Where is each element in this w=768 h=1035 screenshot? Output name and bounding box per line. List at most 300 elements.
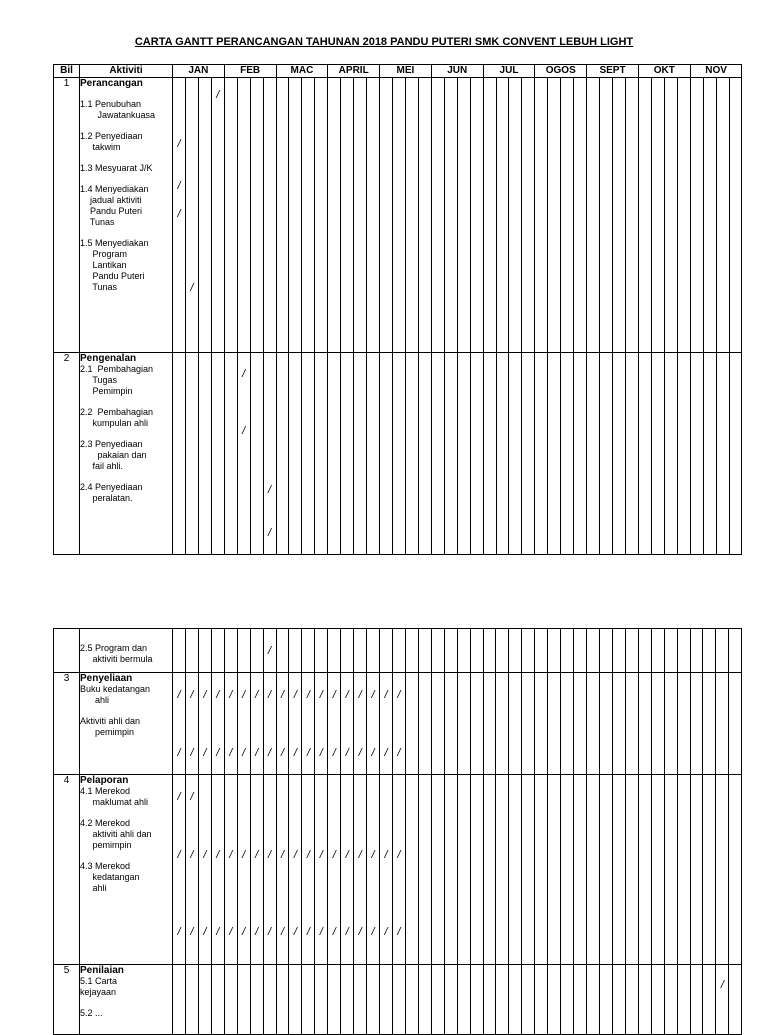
header-bil: Bil	[54, 65, 80, 78]
week-cell	[224, 353, 237, 555]
week-cell	[315, 353, 328, 555]
schedule-mark: /	[358, 689, 362, 701]
week-cell	[341, 78, 354, 353]
week-cell	[354, 353, 367, 555]
schedule-mark: /	[280, 926, 284, 938]
week-cell	[612, 629, 625, 673]
schedule-mark: /	[242, 747, 246, 759]
schedule-mark: /	[268, 689, 272, 701]
schedule-mark: /	[190, 849, 194, 861]
week-cell	[263, 965, 276, 1035]
week-cell	[457, 629, 470, 673]
week-cell	[535, 775, 548, 965]
week-cell	[173, 775, 186, 965]
week-cell	[289, 353, 302, 555]
week-cell	[431, 965, 444, 1035]
week-cell	[548, 629, 561, 673]
week-cell	[418, 965, 431, 1035]
week-cell	[599, 965, 612, 1035]
week-cell	[185, 353, 198, 555]
week-cell	[729, 353, 742, 555]
table-row	[54, 673, 742, 775]
week-cell	[341, 673, 354, 775]
week-cell	[289, 673, 302, 775]
week-cell	[315, 629, 328, 673]
week-cell	[198, 629, 211, 673]
week-cell	[522, 775, 535, 965]
week-cell	[587, 353, 600, 555]
week-cell	[367, 78, 380, 353]
week-cell	[716, 629, 729, 673]
schedule-mark: /	[242, 849, 246, 861]
schedule-mark: /	[255, 849, 259, 861]
week-cell	[263, 78, 276, 353]
week-cell	[354, 629, 367, 673]
week-cell	[392, 673, 405, 775]
week-cell	[185, 629, 198, 673]
week-cell	[574, 673, 587, 775]
week-cell	[418, 78, 431, 353]
week-cell	[561, 78, 574, 353]
week-cell	[625, 673, 638, 775]
schedule-mark: /	[384, 926, 388, 938]
schedule-mark: /	[268, 926, 272, 938]
week-cell	[173, 673, 186, 775]
schedule-mark: /	[293, 926, 297, 938]
header-month-mac: MAC	[276, 65, 328, 78]
week-cell	[392, 353, 405, 555]
week-cell	[405, 78, 418, 353]
schedule-mark: /	[293, 747, 297, 759]
schedule-mark: /	[371, 926, 375, 938]
schedule-mark: /	[242, 689, 246, 701]
schedule-mark: /	[177, 180, 181, 192]
row-number: 1	[54, 78, 80, 353]
schedule-mark: /	[268, 484, 272, 496]
row-number: 5	[54, 965, 80, 1035]
week-cell	[211, 78, 224, 353]
week-cell	[418, 629, 431, 673]
schedule-mark: /	[216, 747, 220, 759]
week-cell	[690, 965, 703, 1035]
week-cell	[367, 965, 380, 1035]
week-cell	[302, 965, 315, 1035]
section-title: Penyeliaan	[80, 673, 133, 684]
week-cell	[289, 965, 302, 1035]
week-cell	[587, 775, 600, 965]
week-cell	[561, 965, 574, 1035]
week-cell	[690, 629, 703, 673]
schedule-mark: /	[190, 747, 194, 759]
activity-item: 5.2 ...	[80, 1008, 103, 1018]
week-cell	[703, 629, 716, 673]
week-cell	[483, 673, 496, 775]
week-cell	[716, 775, 729, 965]
week-cell	[211, 673, 224, 775]
schedule-mark: /	[280, 747, 284, 759]
week-cell	[405, 629, 418, 673]
week-cell	[224, 629, 237, 673]
week-cell	[392, 78, 405, 353]
schedule-mark: /	[216, 89, 220, 101]
week-cell	[638, 353, 651, 555]
week-cell	[548, 353, 561, 555]
week-cell	[367, 673, 380, 775]
schedule-mark: /	[177, 926, 181, 938]
schedule-mark: /	[190, 282, 194, 294]
week-cell	[664, 353, 677, 555]
week-cell	[483, 78, 496, 353]
week-cell	[354, 78, 367, 353]
week-cell	[599, 775, 612, 965]
header-month-jun: JUN	[431, 65, 483, 78]
week-cell	[380, 775, 393, 965]
schedule-mark: /	[255, 926, 259, 938]
schedule-mark: /	[255, 747, 259, 759]
week-cell	[561, 673, 574, 775]
week-cell	[729, 78, 742, 353]
week-cell	[211, 629, 224, 673]
week-cell	[405, 353, 418, 555]
week-cell	[380, 965, 393, 1035]
schedule-mark: /	[268, 645, 272, 657]
week-cell	[587, 965, 600, 1035]
week-cell	[392, 965, 405, 1035]
schedule-mark: /	[268, 747, 272, 759]
schedule-mark: /	[177, 791, 181, 803]
week-cell	[250, 775, 263, 965]
schedule-mark: /	[190, 926, 194, 938]
week-cell	[509, 78, 522, 353]
week-cell	[625, 965, 638, 1035]
schedule-mark: /	[306, 747, 310, 759]
week-cell	[716, 353, 729, 555]
week-cell	[625, 353, 638, 555]
week-cell	[703, 78, 716, 353]
week-cell	[263, 629, 276, 673]
schedule-mark: /	[203, 689, 207, 701]
week-cell	[496, 673, 509, 775]
week-cell	[367, 775, 380, 965]
week-cell	[613, 78, 626, 353]
week-cell	[457, 775, 470, 965]
week-cell	[612, 673, 625, 775]
schedule-mark: /	[242, 425, 246, 437]
week-cell	[354, 775, 367, 965]
schedule-mark: /	[306, 849, 310, 861]
activity-item: 1.2 Penyediaan takwim	[80, 131, 143, 152]
schedule-mark: /	[319, 747, 323, 759]
week-cell	[211, 965, 224, 1035]
week-cell	[677, 78, 690, 353]
page-title: CARTA GANTT PERANCANGAN TAHUNAN 2018 PANDU PUTERI SMK CONVENT LEBUH LIGHT	[134, 36, 634, 48]
week-cell	[444, 629, 457, 673]
week-cell	[612, 775, 625, 965]
week-cell	[457, 965, 470, 1035]
week-cell	[444, 965, 457, 1035]
week-cell	[470, 775, 483, 965]
week-cell	[729, 673, 742, 775]
week-cell	[651, 775, 664, 965]
week-cell	[496, 353, 509, 555]
week-cell	[289, 775, 302, 965]
week-cell	[522, 629, 535, 673]
schedule-mark: /	[216, 689, 220, 701]
week-cell	[703, 965, 716, 1035]
week-cell	[211, 775, 224, 965]
header-month-jan: JAN	[173, 65, 225, 78]
week-cell	[315, 965, 328, 1035]
week-cell	[716, 78, 729, 353]
week-cell	[677, 353, 690, 555]
activity-item: 4.2 Merekod aktiviti ahli dan pemimpin	[80, 818, 152, 850]
schedule-mark: /	[397, 849, 401, 861]
week-cell	[315, 673, 328, 775]
week-cell	[380, 629, 393, 673]
week-cell	[638, 673, 651, 775]
week-cell	[470, 353, 483, 555]
week-cell	[690, 78, 703, 353]
week-cell	[185, 775, 198, 965]
week-cell	[302, 673, 315, 775]
week-cell	[250, 78, 263, 353]
week-cell	[237, 775, 250, 965]
week-cell	[341, 353, 354, 555]
section-title: Penilaian	[80, 965, 124, 976]
week-cell	[185, 965, 198, 1035]
week-cell	[625, 78, 638, 353]
schedule-mark: /	[332, 747, 336, 759]
week-cell	[574, 965, 587, 1035]
week-cell	[431, 673, 444, 775]
header-aktiviti: Aktiviti	[80, 65, 173, 78]
week-cell	[496, 78, 509, 353]
week-cell	[276, 353, 289, 555]
header-month-okt: OKT	[638, 65, 690, 78]
week-cell	[354, 965, 367, 1035]
section-title: Pelaporan	[80, 775, 129, 786]
week-cell	[535, 353, 548, 555]
activity-item: 2.3 Penyediaan pakaian dan fail ahli.	[80, 439, 147, 471]
week-cell	[457, 673, 470, 775]
week-cell	[703, 673, 716, 775]
week-cell	[237, 629, 250, 673]
week-cell	[224, 965, 237, 1035]
schedule-mark: /	[332, 926, 336, 938]
week-cell	[289, 78, 302, 353]
schedule-mark: /	[319, 689, 323, 701]
week-cell	[250, 673, 263, 775]
week-cell	[535, 78, 548, 353]
schedule-mark: /	[293, 689, 297, 701]
header-month-april: APRIL	[328, 65, 380, 78]
week-cell	[237, 965, 250, 1035]
week-cell	[638, 965, 651, 1035]
week-cell	[250, 353, 263, 555]
gantt-table-part-1	[53, 64, 742, 555]
activity-cell	[80, 965, 173, 1035]
schedule-mark: /	[345, 926, 349, 938]
activity-item: 1.3 Mesyuarat J/K	[80, 163, 153, 173]
section-title: Perancangan	[80, 78, 143, 89]
week-cell	[561, 353, 574, 555]
week-cell	[392, 775, 405, 965]
schedule-mark: /	[229, 747, 233, 759]
header-month-feb: FEB	[224, 65, 276, 78]
week-cell	[509, 965, 522, 1035]
week-cell	[198, 78, 211, 353]
week-cell	[328, 353, 341, 555]
activity-cell	[80, 78, 173, 353]
week-cell	[729, 775, 742, 965]
week-cell	[341, 775, 354, 965]
week-cell	[483, 353, 496, 555]
activity-cell	[80, 775, 173, 965]
section-title: Pengenalan	[80, 353, 137, 364]
week-cell	[522, 965, 535, 1035]
week-cell	[431, 78, 444, 353]
week-cell	[367, 353, 380, 555]
schedule-mark: /	[332, 689, 336, 701]
activity-item: 5.1 Carta kejayaan	[80, 976, 118, 997]
week-cell	[664, 629, 677, 673]
week-cell	[470, 673, 483, 775]
week-cell	[574, 629, 587, 673]
schedule-mark: /	[397, 747, 401, 759]
activity-cell	[80, 353, 173, 555]
week-cell	[496, 775, 509, 965]
week-cell	[651, 629, 664, 673]
week-cell	[574, 775, 587, 965]
schedule-mark: /	[177, 689, 181, 701]
week-cell	[548, 673, 561, 775]
week-cell	[729, 629, 742, 673]
week-cell	[405, 673, 418, 775]
week-cell	[211, 353, 224, 555]
week-cell	[496, 965, 509, 1035]
schedule-mark: /	[229, 849, 233, 861]
week-cell	[690, 353, 703, 555]
week-cell	[341, 629, 354, 673]
week-cell	[444, 78, 457, 353]
week-cell	[470, 965, 483, 1035]
schedule-mark: /	[384, 689, 388, 701]
schedule-mark: /	[345, 747, 349, 759]
schedule-mark: /	[177, 849, 181, 861]
week-cell	[250, 965, 263, 1035]
week-cell	[276, 775, 289, 965]
week-cell	[198, 353, 211, 555]
week-cell	[509, 629, 522, 673]
schedule-mark: /	[229, 926, 233, 938]
week-cell	[173, 965, 186, 1035]
activity-cell	[80, 629, 173, 673]
week-cell	[431, 775, 444, 965]
week-cell	[405, 775, 418, 965]
week-cell	[444, 673, 457, 775]
week-cell	[173, 353, 186, 555]
week-cell	[548, 965, 561, 1035]
week-cell	[457, 78, 470, 353]
week-cell	[237, 353, 250, 555]
week-cell	[625, 629, 638, 673]
week-cell	[651, 78, 664, 353]
schedule-mark: /	[190, 791, 194, 803]
week-cell	[548, 78, 561, 353]
week-cell	[638, 775, 651, 965]
header-month-mei: MEI	[380, 65, 432, 78]
week-cell	[509, 775, 522, 965]
week-cell	[276, 78, 289, 353]
week-cell	[185, 78, 198, 353]
week-cell	[263, 353, 276, 555]
week-cell	[263, 673, 276, 775]
week-cell	[638, 629, 651, 673]
schedule-mark: /	[177, 208, 181, 220]
week-cell	[198, 673, 211, 775]
schedule-mark: /	[384, 747, 388, 759]
schedule-mark: /	[268, 849, 272, 861]
week-cell	[613, 353, 626, 555]
schedule-mark: /	[203, 926, 207, 938]
schedule-mark: /	[345, 689, 349, 701]
week-cell	[354, 673, 367, 775]
activity-item: 4.1 Merekod maklumat ahli	[80, 786, 149, 807]
schedule-mark: /	[177, 138, 181, 150]
week-cell	[729, 965, 742, 1035]
week-cell	[703, 775, 716, 965]
week-cell	[431, 353, 444, 555]
week-cell	[328, 629, 341, 673]
activity-item: 2.4 Penyediaan peralatan.	[80, 482, 143, 503]
week-cell	[328, 78, 341, 353]
week-cell	[664, 673, 677, 775]
schedule-mark: /	[358, 747, 362, 759]
week-cell	[522, 78, 535, 353]
week-cell	[198, 775, 211, 965]
week-cell	[625, 775, 638, 965]
week-cell	[470, 78, 483, 353]
week-cell	[328, 965, 341, 1035]
week-cell	[509, 673, 522, 775]
week-cell	[224, 673, 237, 775]
row-number: 2	[54, 353, 80, 555]
activity-item: 2.1 Pembahagian Tugas Pemimpin	[80, 364, 154, 396]
week-cell	[509, 353, 522, 555]
schedule-mark: /	[306, 926, 310, 938]
schedule-mark: /	[177, 747, 181, 759]
week-cell	[651, 965, 664, 1035]
week-cell	[444, 353, 457, 555]
schedule-mark: /	[280, 849, 284, 861]
week-cell	[677, 673, 690, 775]
week-cell	[302, 353, 315, 555]
week-cell	[276, 673, 289, 775]
week-cell	[302, 775, 315, 965]
week-cell	[677, 965, 690, 1035]
table-row	[54, 629, 742, 673]
schedule-mark: /	[203, 747, 207, 759]
schedule-mark: /	[358, 926, 362, 938]
week-cell	[380, 78, 393, 353]
activity-item: 1.4 Menyediakan jadual aktiviti Pandu Puteri Tunas	[80, 184, 149, 227]
week-cell	[496, 629, 509, 673]
week-cell	[380, 353, 393, 555]
week-cell	[250, 629, 263, 673]
week-cell	[664, 775, 677, 965]
schedule-mark: /	[371, 689, 375, 701]
week-cell	[522, 353, 535, 555]
